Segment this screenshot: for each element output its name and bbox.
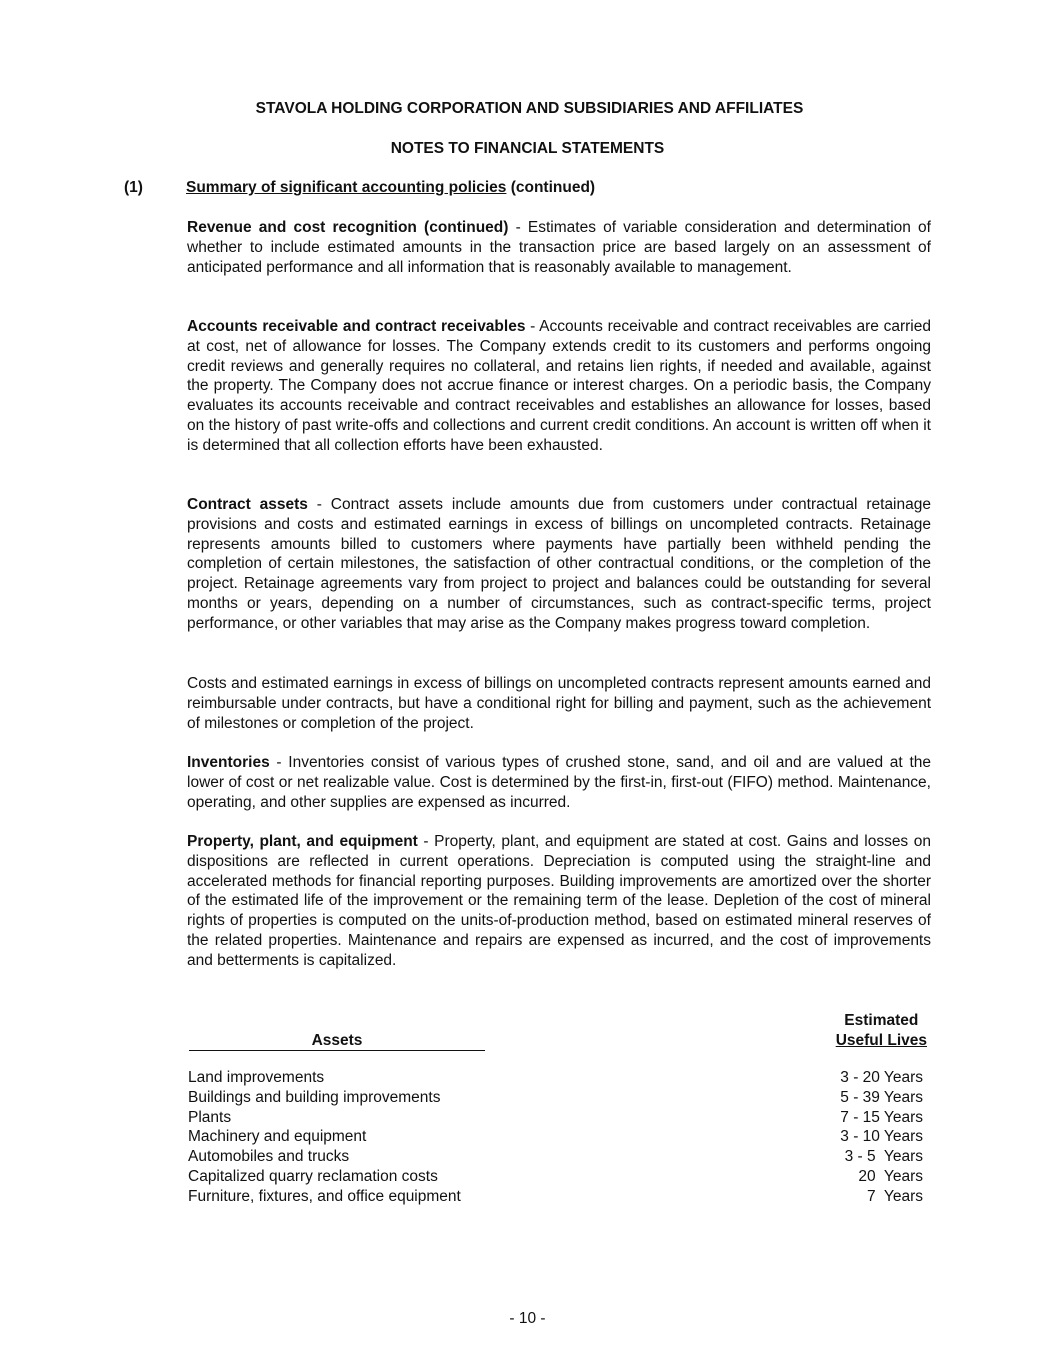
table-row <box>187 1127 927 1147</box>
paragraph-contract-assets <box>187 495 931 634</box>
table-row <box>187 1108 927 1128</box>
paragraph-heading: Revenue and cost recognition (continued) <box>187 219 509 236</box>
document-subtitle: NOTES TO FINANCIAL STATEMENTS <box>390 140 665 157</box>
section-heading <box>124 178 595 198</box>
column-header-useful-lives <box>836 1011 927 1051</box>
asset-name: Automobiles and trucks <box>188 1148 350 1166</box>
table-header <box>187 1011 927 1051</box>
paragraph-inventories <box>187 753 931 812</box>
table-row <box>187 1068 927 1088</box>
paragraph-revenue-recognition <box>187 218 931 277</box>
asset-name: Capitalized quarry reclamation costs <box>188 1167 438 1185</box>
table-row <box>187 1088 927 1108</box>
asset-useful-life: 3 - 5 Years <box>844 1148 923 1166</box>
company-title: STAVOLA HOLDING CORPORATION AND SUBSIDIARIES AND AFFILIATES <box>255 100 804 117</box>
paragraph-heading: Property, plant, and equipment <box>187 833 418 850</box>
paragraph-text: - Contract assets include amounts due from customers under contractual retainage provisions and costs and estimated earnings in excess of billings on uncompleted contracts. Retainage represents amounts billed to customers where payments have partially been withheld pending the completion of certain milestones, the satisfaction of other contractual conditions, or the completion of the project. Retainage agreements vary from project to project and balances could be outstanding for several months or years, depending on a number of circumstances, such as contract-specific terms, project performance, or other variables that may arise as the Company makes progress toward completion. <box>187 496 931 632</box>
paragraph-property-plant-equipment <box>187 832 931 971</box>
useful-lives-table <box>187 1011 927 1205</box>
column-header-assets: Assets <box>189 1031 485 1051</box>
table-row <box>187 1147 927 1167</box>
asset-useful-life: 3 - 20 Years <box>840 1069 923 1086</box>
asset-name: Plants <box>188 1108 232 1126</box>
section-number: (1) <box>124 179 143 196</box>
page-number: - 10 - <box>509 1310 546 1327</box>
paragraph-text: - Property, plant, and equipment are stated at cost. Gains and losses on dispositions are reflected in current operations. Depreciation is computed using the straight-line and accelerated methods for financial reporting purposes. Building improvements are amortized over the shorter of the estimated life of the improvement or the remaining term of the lease. Depletion of the cost of mineral rights of properties is computed on the units-of-production method, based on estimated mineral reserves of the related properties. Maintenance and repairs are expensed as incurred, and the cost of improvements and betterments is capitalized. <box>187 833 931 969</box>
paragraph-heading: Contract assets <box>187 496 308 513</box>
section-suffix: (continued) <box>510 179 596 196</box>
paragraph-text: - Accounts receivable and contract receivables are carried at cost, net of allowance for losses. The Company extends credit to its customers and performs ongoing credit reviews and generally requires no collateral, and retains lien rights, if needed and available, against the property. The Company does not accrue finance or interest charges. On a periodic basis, the Company evaluates its accounts receivable and contract receivables and establishes an allowance for losses, based on the history of past write-offs and collections and current credit conditions. An account is written off when it is determined that all collection efforts have been exhausted. <box>187 318 931 454</box>
column-header-line2: Useful Lives <box>835 1032 927 1049</box>
paragraph-accounts-receivable <box>187 317 931 456</box>
asset-name: Furniture, fixtures, and office equipment <box>188 1187 461 1205</box>
asset-name: Land improvements <box>188 1069 325 1086</box>
asset-useful-life: 20 Years <box>858 1167 923 1185</box>
asset-useful-life: 7 Years <box>866 1187 923 1205</box>
section-title: Summary of significant accounting policies <box>186 179 507 196</box>
asset-useful-life: 3 - 10 Years <box>840 1128 923 1146</box>
table-row <box>187 1167 927 1187</box>
paragraph-heading: Accounts receivable and contract receivables <box>187 318 526 335</box>
paragraph-text: Costs and estimated earnings in excess of billings on uncompleted contracts represent amounts earned and reimbursable under contracts, but have a conditional right for billing and payment, such as the achievement of milestones or completion of the project. <box>187 675 931 732</box>
table-body <box>187 1068 927 1207</box>
asset-useful-life: 5 - 39 Years <box>840 1088 923 1106</box>
table-row <box>187 1187 927 1207</box>
asset-name: Machinery and equipment <box>188 1128 367 1146</box>
paragraph-text: - Inventories consist of various types of crushed stone, sand, and oil and are valued at the lower of cost or net realizable value. Cost is determined by the first-in, first-out (FIFO) method. Maintenance, operating, and other supplies are expensed as incurred. <box>187 754 931 811</box>
paragraph-text: - Estimates of variable consideration and determination of whether to include estimated amounts in the transaction price are based largely on an assessment of anticipated performance and all information that is reasonably available to management. <box>187 219 931 276</box>
column-header-line1: Estimated <box>844 1012 919 1029</box>
paragraph-costs-estimated-earnings <box>187 674 931 733</box>
paragraph-heading: Inventories <box>187 754 270 771</box>
asset-name: Buildings and building improvements <box>188 1088 441 1106</box>
asset-useful-life: 7 - 15 Years <box>840 1108 923 1126</box>
